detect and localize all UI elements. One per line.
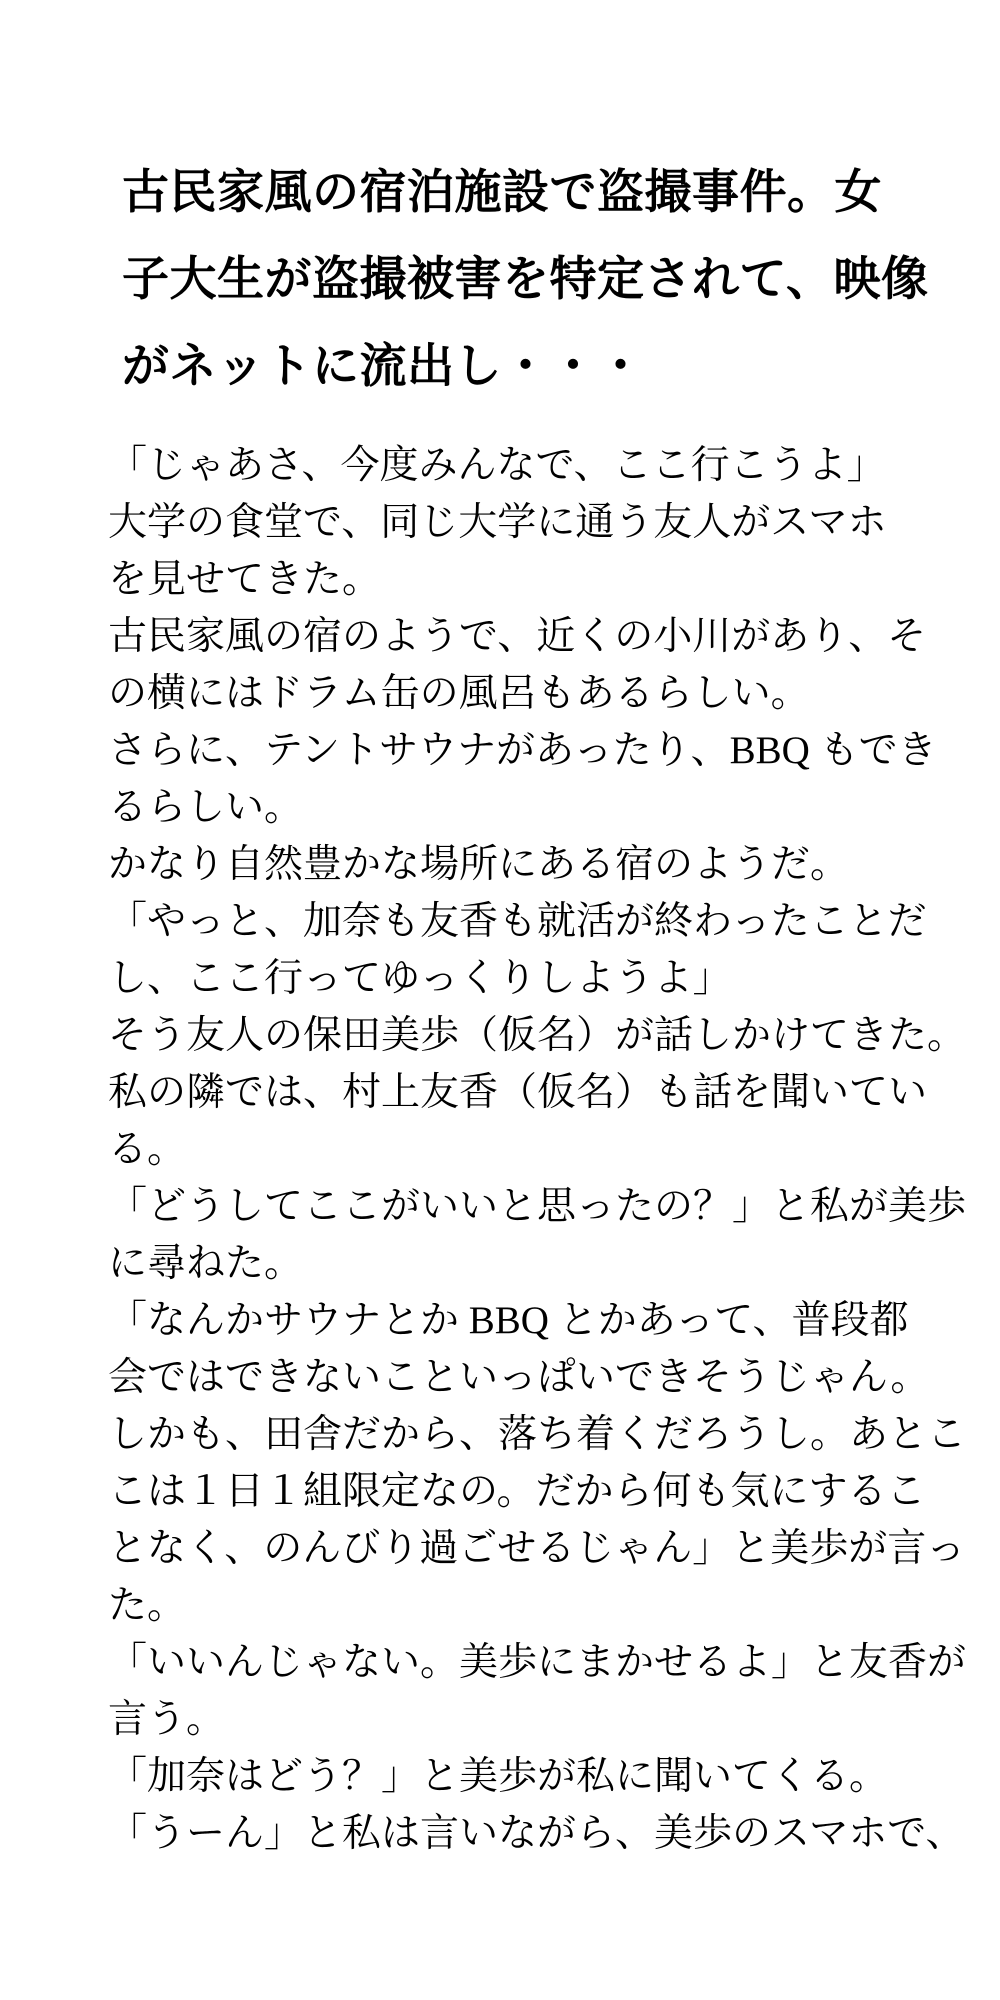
body-line: 古民家風の宿のようで、近くの小川があり、そ	[108, 615, 927, 658]
body-line: 「やっと、加奈も友香も就活が終わったことだ	[108, 900, 927, 943]
body-line: さらに、テントサウナがあったり、BBQ もでき	[108, 729, 937, 772]
body-line: そう友人の保田美歩（仮名）が話しかけてきた。	[108, 1014, 967, 1057]
article-title	[122, 150, 929, 411]
body-line: しかも、田舎だから、落ち着くだろうし。あとこ	[108, 1413, 967, 1456]
body-line: る。	[108, 1128, 187, 1171]
title-line: 古民家風の宿泊施設で盗撮事件。女	[122, 167, 882, 219]
body-line: し、ここ行ってゆっくりしようよ」	[108, 957, 732, 1000]
body-line: 私の隣では、村上友香（仮名）も話を聞いてい	[108, 1071, 928, 1114]
body-line: となく、のんびり過ごせるじゃん」と美歩が言っ	[108, 1527, 966, 1570]
body-line: の横にはドラム缶の風呂もあるらしい。	[108, 672, 810, 715]
body-line: こは１日１組限定なの。だから何も気にするこ	[108, 1470, 926, 1513]
body-line: 「じゃあさ、今度みんなで、ここ行こうよ」	[108, 444, 886, 487]
body-line: 言う。	[108, 1698, 226, 1741]
body-line: 「いいんじゃない。美歩にまかせるよ」と友香が	[108, 1641, 967, 1684]
body-line: 「うーん」と私は言いながら、美歩のスマホで、	[108, 1812, 965, 1855]
body-line: に尋ねた。	[108, 1242, 304, 1285]
body-line: 「加奈はどう？」と美歩が私に聞いてくる。	[108, 1755, 889, 1798]
article-body	[108, 437, 966, 1862]
body-line: るらしい。	[108, 786, 304, 829]
body-line: 会ではできないこといっぱいできそうじゃん。	[108, 1356, 930, 1399]
body-line: 大学の食堂で、同じ大学に通う友人がスマホ	[108, 501, 887, 544]
title-line: がネットに流出し・・・	[122, 341, 645, 393]
title-line: 子大生が盗撮被害を特定されて、映像	[122, 254, 929, 306]
body-line: かなり自然豊かな場所にある宿のようだ。	[108, 843, 850, 886]
body-line: た。	[108, 1584, 187, 1627]
body-line: 「どうしてここがいいと思ったの？」と私が美歩	[108, 1185, 967, 1228]
body-line: 「なんかサウナとか BBQ とかあって、普段都	[108, 1299, 909, 1342]
body-line: を見せてきた。	[108, 558, 382, 601]
